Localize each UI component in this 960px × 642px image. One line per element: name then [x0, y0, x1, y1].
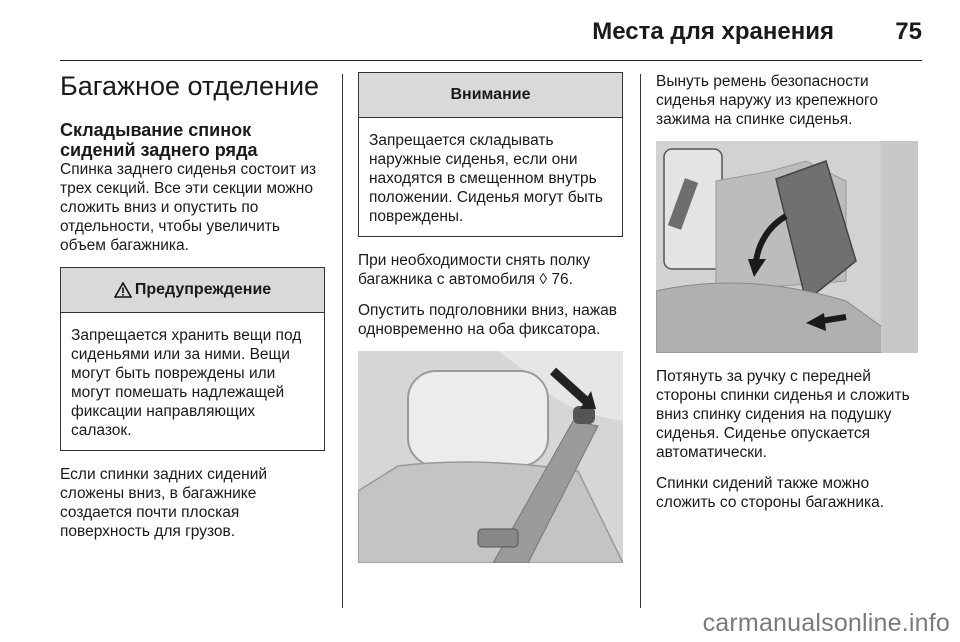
body-paragraph: Опустить подголовники вниз, нажав одновременно на оба фиксатора.	[358, 302, 617, 338]
caution-box	[358, 72, 623, 237]
body-paragraph: Вынуть ремень безопасности сиденья наружу из крепежного зажима на спинке сиденья.	[656, 73, 878, 128]
warning-box	[60, 267, 325, 451]
subheading: Складывание спинок сидений заднего ряда	[60, 119, 258, 160]
section-title: Места для хранения	[592, 18, 834, 45]
body-paragraph: Спинки сидений также можно сложить со стороны багажника.	[656, 475, 885, 511]
caution-header	[359, 73, 622, 118]
column-3	[656, 72, 926, 524]
caution-title: Внимание	[450, 86, 531, 103]
warning-triangle-icon	[114, 282, 132, 298]
column-1	[60, 72, 325, 553]
warning-text: Запрещается хранить вещи под сиденьями или за ними. Вещи могут быть повреждены или могут помешать надлежащей фиксации направляющих салазок.	[71, 326, 302, 439]
seat-folding-illustration	[656, 141, 918, 353]
column-divider	[640, 74, 641, 608]
headrest-illustration	[358, 351, 623, 563]
warning-title: Предупреждение	[134, 280, 272, 298]
column-divider	[342, 74, 343, 608]
column-2	[358, 72, 623, 577]
warning-header	[61, 268, 324, 313]
caution-text: Запрещается складывать наружные сиденья, если они находятся в смещенном внутрь положении. Сиденья могут быть повреждены.	[369, 132, 603, 225]
page-header	[60, 14, 922, 61]
main-heading: Багажное отделение	[60, 71, 320, 101]
body-paragraph: При необходимости снять полку багажника с автомобиля ◊ 76.	[358, 252, 591, 288]
intro-paragraph: Спинка заднего сиденья состоит из трех секций. Все эти секции можно сложить вниз и опустить по отдельности, чтобы увеличить объем багажника.	[60, 160, 317, 254]
body-paragraph: Потянуть за ручку с передней стороны спинки сиденья и сложить вниз спинку сидения на подушку сиденья. Сиденье опускается автоматически.	[656, 368, 910, 461]
watermark-text: carmanualsonline.info	[702, 609, 950, 637]
page-number: 75	[895, 18, 922, 45]
body-paragraph: Если спинки задних сидений сложены вниз, в багажнике создается почти плоская поверхность для грузов.	[60, 465, 268, 540]
